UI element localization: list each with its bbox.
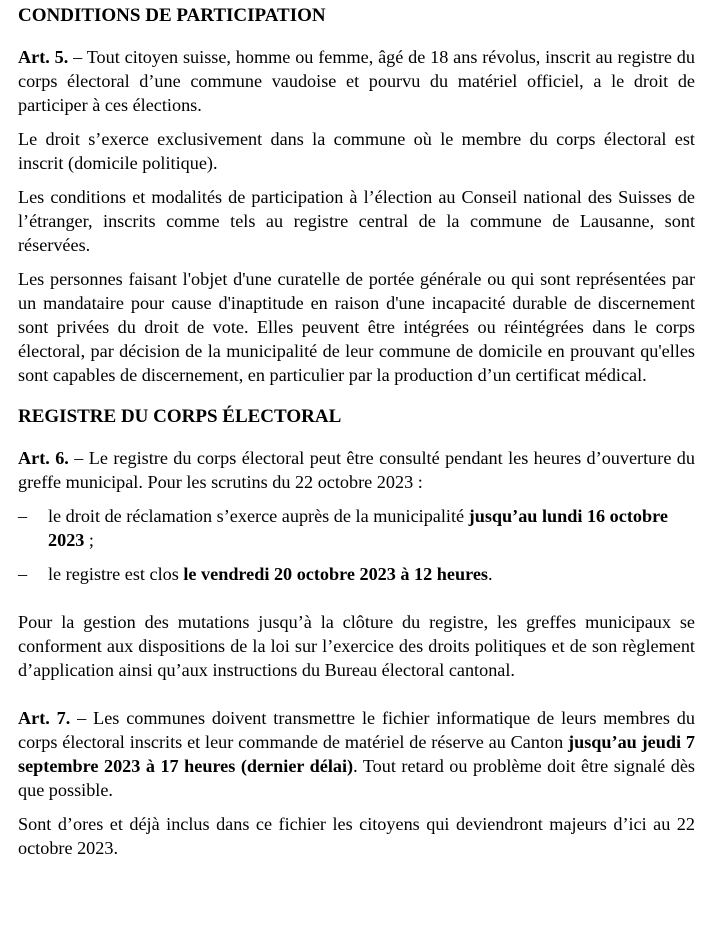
paragraph-mutations: Pour la gestion des mutations jusqu’à la clôture du registre, les greffes municipaux se conforment aux dispositions de la loi sur l’exercice des droits politiques et de son règlement d’application ainsi qu’aux instructions du Bureau électoral cantonal. xyxy=(18,612,695,680)
dash-marker: – xyxy=(18,564,28,584)
list-item-deadline: le vendredi 20 octobre 2023 à 12 heures xyxy=(183,564,488,584)
article-text: – Tout citoyen suisse, homme ou femme, âgé de 18 ans révolus, inscrit au registre du corps électoral d’une commune vaudoise et pourvu du matériel officiel, a le droit de participer à ces élections. xyxy=(18,47,695,115)
article-6 xyxy=(18,446,695,494)
paragraph-domicile: Le droit s’exerce exclusivement dans la commune où le membre du corps électoral est inscrit (domicile politique). xyxy=(18,129,695,173)
article-label: Art. 6. xyxy=(18,448,69,468)
list-item xyxy=(18,562,695,586)
list-item-deadline: jusqu’au lundi 16 octobre 2023 xyxy=(48,506,668,550)
article-deadline: jusqu’au jeudi 7 septembre 2023 à 17 heures (dernier délai) xyxy=(18,732,695,776)
paragraph-majeurs: Sont d’ores et déjà inclus dans ce fichier les citoyens qui deviendront majeurs d’ici au 22 octobre 2023. xyxy=(18,814,695,858)
dash-marker: – xyxy=(18,506,28,526)
article-label: Art. 5. xyxy=(18,47,69,67)
list-item-text-post: . xyxy=(487,564,493,584)
article-label: Art. 7. xyxy=(18,708,71,728)
article-7 xyxy=(18,706,695,802)
spacer xyxy=(18,596,695,610)
list-item xyxy=(18,504,695,552)
spacer xyxy=(18,692,695,706)
list-item-text-pre: le registre est clos xyxy=(48,564,184,584)
article-text: – Les communes doivent transmettre le fichier informatique de leurs membres du corps électoral inscrits et leur commande de matériel de réserve au Canton xyxy=(18,708,695,752)
list-item-text-pre: le droit de réclamation s’exerce auprès de la municipalité xyxy=(48,506,469,526)
article-text-post: . Tout retard ou problème doit être signalé dès que possible. xyxy=(18,756,695,800)
list-item-text xyxy=(48,504,695,552)
section-heading-registre: REGISTRE DU CORPS ÉLECTORAL xyxy=(18,406,342,427)
list-item-text xyxy=(48,562,695,586)
paragraph-suisses-etranger: Les conditions et modalités de participation à l’élection au Conseil national des Suisses de l’étranger, inscrits comme tels au registre central de la commune de Lausanne, sont réservées. xyxy=(18,187,695,255)
article-5 xyxy=(18,45,695,117)
paragraph-curatelle: Les personnes faisant l'objet d'une curatelle de portée générale ou qui sont représentées par un mandataire pour cause d'inaptitude en raison d'une incapacité durable de discernement sont privées du droit de vote. Elles peuvent être intégrées ou réintégrées dans le corps électoral, par décision de la municipalité de leur commune de domicile en prouvant qu'elles sont capables de discernement, en particulier par la production d’un certificat médical. xyxy=(18,269,695,385)
section-heading-conditions: CONDITIONS DE PARTICIPATION xyxy=(18,5,326,26)
article-text: – Le registre du corps électoral peut être consulté pendant les heures d’ouverture du greffe municipal. Pour les scrutins du 22 octobre 2023 : xyxy=(18,448,695,492)
list-item-text-post: ; xyxy=(84,530,94,550)
